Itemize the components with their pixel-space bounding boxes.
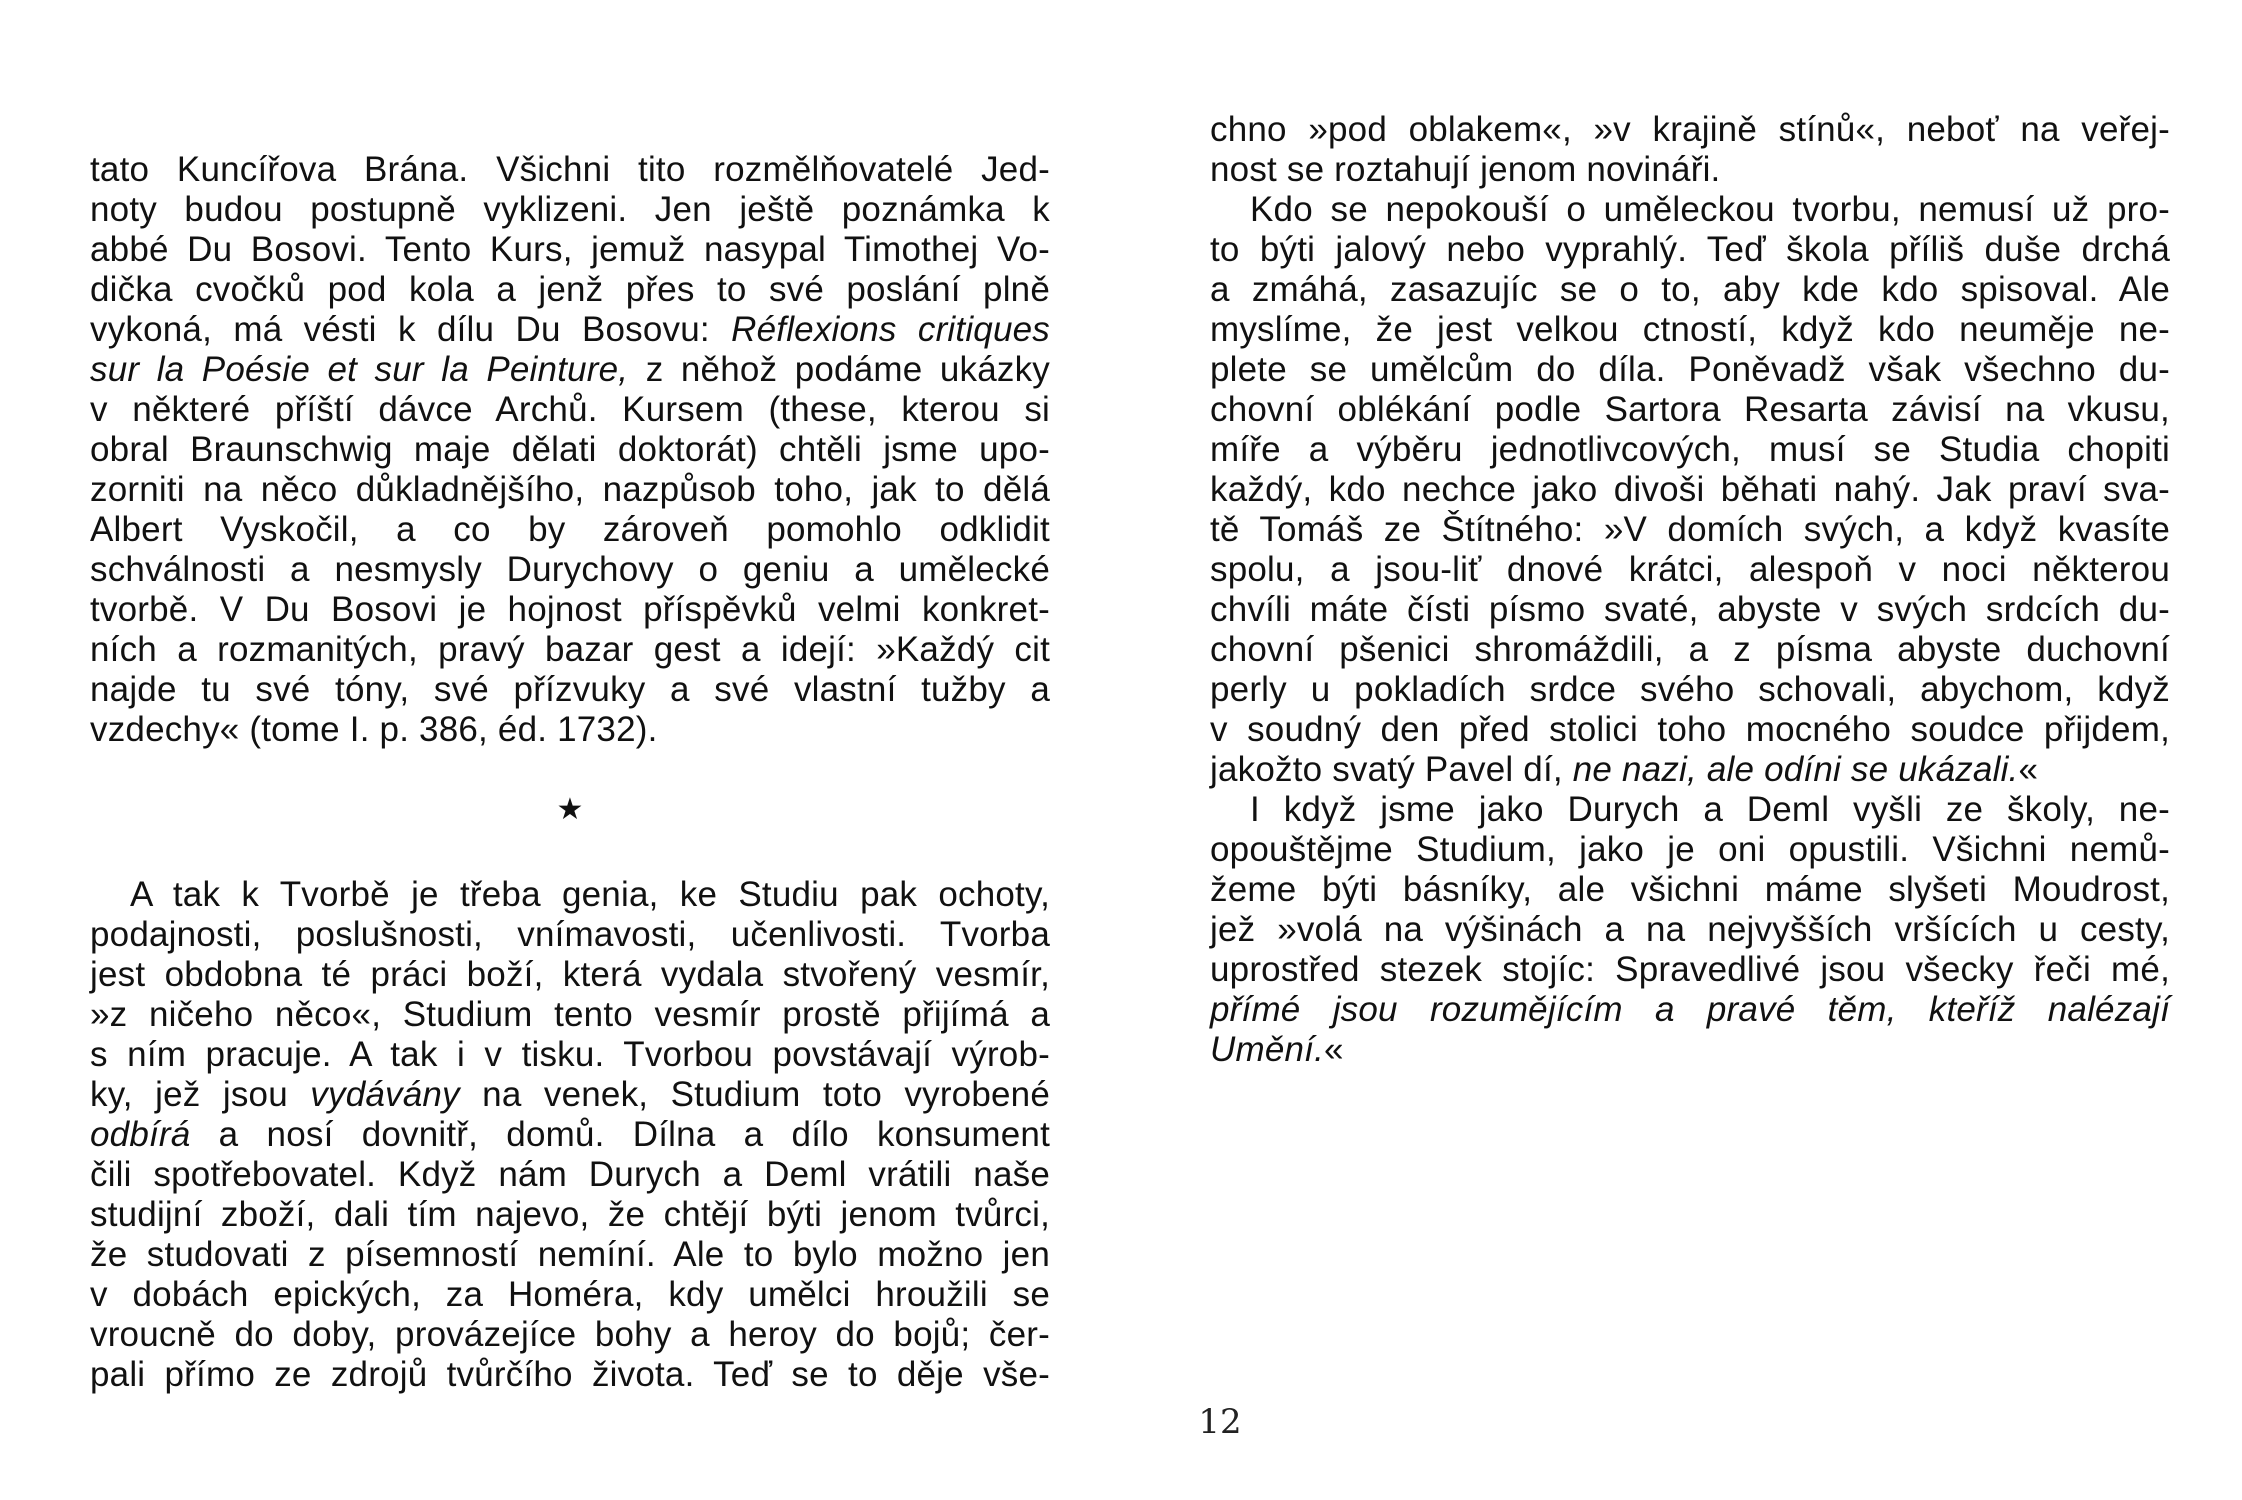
section-ornament: ★ <box>556 793 584 826</box>
text-span: vykoná, má vésti k dílu Du Bosovu: <box>90 310 732 349</box>
text-line: ních a rozmanitých, pravý bazar gest a idejí: »Každý cit <box>90 630 1050 669</box>
text-line: jež »volá na výšinách a na nejvyšších vršících u cesty, <box>1210 910 2170 949</box>
text-line: perly u pokladích srdce svého schovali, abychom, když <box>1210 670 2170 709</box>
text-line: žeme býti básníky, ale všichni máme slyšeti Moudrost, <box>1210 870 2170 909</box>
text-line: chvíli máte čísti písmo svaté, abyste v svých srdcích du- <box>1210 590 2170 629</box>
text-line: I když jsme jako Durych a Deml vyšli ze školy, ne- <box>1250 790 2170 829</box>
text-line: plete se umělcům do díla. Poněvadž však všechno du- <box>1210 350 2170 389</box>
text-line: studijní zboží, dali tím najevo, že chtějí býti jenom tvůrci, <box>90 1195 1050 1234</box>
text-line: chovní pšenici shromáždili, a z písma abyste duchovní <box>1210 630 2170 669</box>
left-page <box>90 0 1050 1500</box>
text-line: A tak k Tvorbě je třeba genia, ke Studiu pak ochoty, <box>130 875 1050 914</box>
text-line: dička cvočků pod kola a jenž přes to své poslání plně <box>90 270 1050 309</box>
text-line: pali přímo ze zdrojů tvůrčího života. Teď se to děje vše- <box>90 1355 1050 1394</box>
text-line <box>90 1115 1050 1155</box>
text-line: zorniti na něco důkladnějšího, nazpůsob toho, jak to dělá <box>90 470 1050 509</box>
text-line <box>1210 1030 2170 1070</box>
text-line: vroucně do doby, provázejíce bohy a heroy do bojů; čer- <box>90 1315 1050 1354</box>
text-span: « <box>2018 750 2039 789</box>
text-line <box>1210 990 2170 1030</box>
text-span: jakožto svatý Pavel dí, <box>1210 750 1573 789</box>
text-line: uprostřed stezek stojíc: Spravedlivé jsou všecky řeči mé, <box>1210 950 2170 989</box>
text-line: a zmáhá, zasazujíc se o to, aby kde kdo spisoval. Ale <box>1210 270 2170 309</box>
text-line: Albert Vyskočil, a co by zároveň pomohlo odklidit <box>90 510 1050 549</box>
text-line: chno »pod oblakem«, »v krajině stínů«, neboť na veřej- <box>1210 110 2170 149</box>
text-line: míře a výběru jednotlivcových, musí se Studia chopiti <box>1210 430 2170 469</box>
text-line: myslíme, že jest velkou ctností, když kdo neuměje ne- <box>1210 310 2170 349</box>
italic-quote: Umění. <box>1210 1030 1325 1069</box>
page-number: 12 <box>1198 1402 1242 1442</box>
text-line: tato Kuncířova Brána. Všichni tito rozmělňovatelé Jed- <box>90 150 1050 189</box>
text-line: opouštějme Studium, jako je oni opustili. Všichni nemů- <box>1210 830 2170 869</box>
text-span: ky, jež jsou <box>90 1075 311 1114</box>
text-line: s ním pracuje. A tak i v tisku. Tvorbou povstávají výrob- <box>90 1035 1050 1074</box>
italic-title: Réflexions critiques <box>731 310 1050 349</box>
text-line: Kdo se nepokouší o uměleckou tvorbu, nemusí už pro- <box>1250 190 2170 229</box>
right-page <box>1210 0 2170 1500</box>
text-span: a nosí dovnitř, domů. Dílna a dílo konsument <box>190 1115 1050 1154</box>
text-line: noty budou postupně vyklizeni. Jen ještě poznámka k <box>90 190 1050 229</box>
text-span: z něhož podáme ukázky <box>628 350 1050 389</box>
text-line: »z ničeho něco«, Studium tento vesmír prostě přijímá a <box>90 995 1050 1034</box>
text-line: tě Tomáš ze Štítného: »V domích svých, a když kvasíte <box>1210 510 2170 549</box>
text-line <box>90 1075 1050 1115</box>
text-line: podajnosti, poslušnosti, vnímavosti, učenlivosti. Tvorba <box>90 915 1050 954</box>
text-span: « <box>1324 1030 1344 1069</box>
text-line: vzdechy« (tome I. p. 386, éd. 1732). <box>90 710 658 749</box>
text-line: to býti jalový nebo vyprahlý. Teď škola příliš duše drchá <box>1210 230 2170 269</box>
italic-quote: ne nazi, ale odíni se ukázali. <box>1572 750 2019 789</box>
text-line: schválnosti a nesmysly Durychovy o geniu a umělecké <box>90 550 1050 589</box>
italic-title: sur la Poésie et sur la Peinture, <box>90 350 629 389</box>
italic-word: odbírá <box>90 1115 191 1154</box>
text-line: v některé příští dávce Archů. Kursem (these, kterou si <box>90 390 1050 429</box>
text-line: každý, kdo nechce jako divoši běhati nahý. Jak praví sva- <box>1210 470 2170 509</box>
text-line: jest obdobna té práci boží, která vydala stvořený vesmír, <box>90 955 1050 994</box>
text-line <box>90 350 1050 390</box>
text-line: chovní oblékání podle Sartora Resarta závisí na vkusu, <box>1210 390 2170 429</box>
text-line <box>90 310 1050 350</box>
text-line: abbé Du Bosovi. Tento Kurs, jemuž nasypal Timothej Vo- <box>90 230 1050 269</box>
italic-word: vydávány <box>310 1075 460 1114</box>
text-span: na venek, Studium toto vyrobené <box>459 1075 1050 1114</box>
italic-quote: přímé jsou rozumějícím a pravé těm, kteříž nalézají <box>1210 990 2170 1029</box>
text-line: obral Braunschwig maje dělati doktorát) chtěli jsme upo- <box>90 430 1050 469</box>
text-line: čili spotřebovatel. Když nám Durych a Deml vrátili naše <box>90 1155 1050 1194</box>
text-line: najde tu své tóny, své přízvuky a své vlastní tužby a <box>90 670 1050 709</box>
text-line: nost se roztahují jenom novináři. <box>1210 150 1721 189</box>
text-line: v dobách epických, za Homéra, kdy umělci hroužili se <box>90 1275 1050 1314</box>
text-line <box>1210 750 2170 790</box>
text-line: v soudný den před stolici toho mocného soudce přijdem, <box>1210 710 2170 749</box>
text-line: tvorbě. V Du Bosovi je hojnost příspěvků velmi konkret- <box>90 590 1050 629</box>
text-line: spolu, a jsou-liť dnové krátci, alespoň v noci některou <box>1210 550 2170 589</box>
text-line: že studovati z písemností nemíní. Ale to bylo možno jen <box>90 1235 1050 1274</box>
